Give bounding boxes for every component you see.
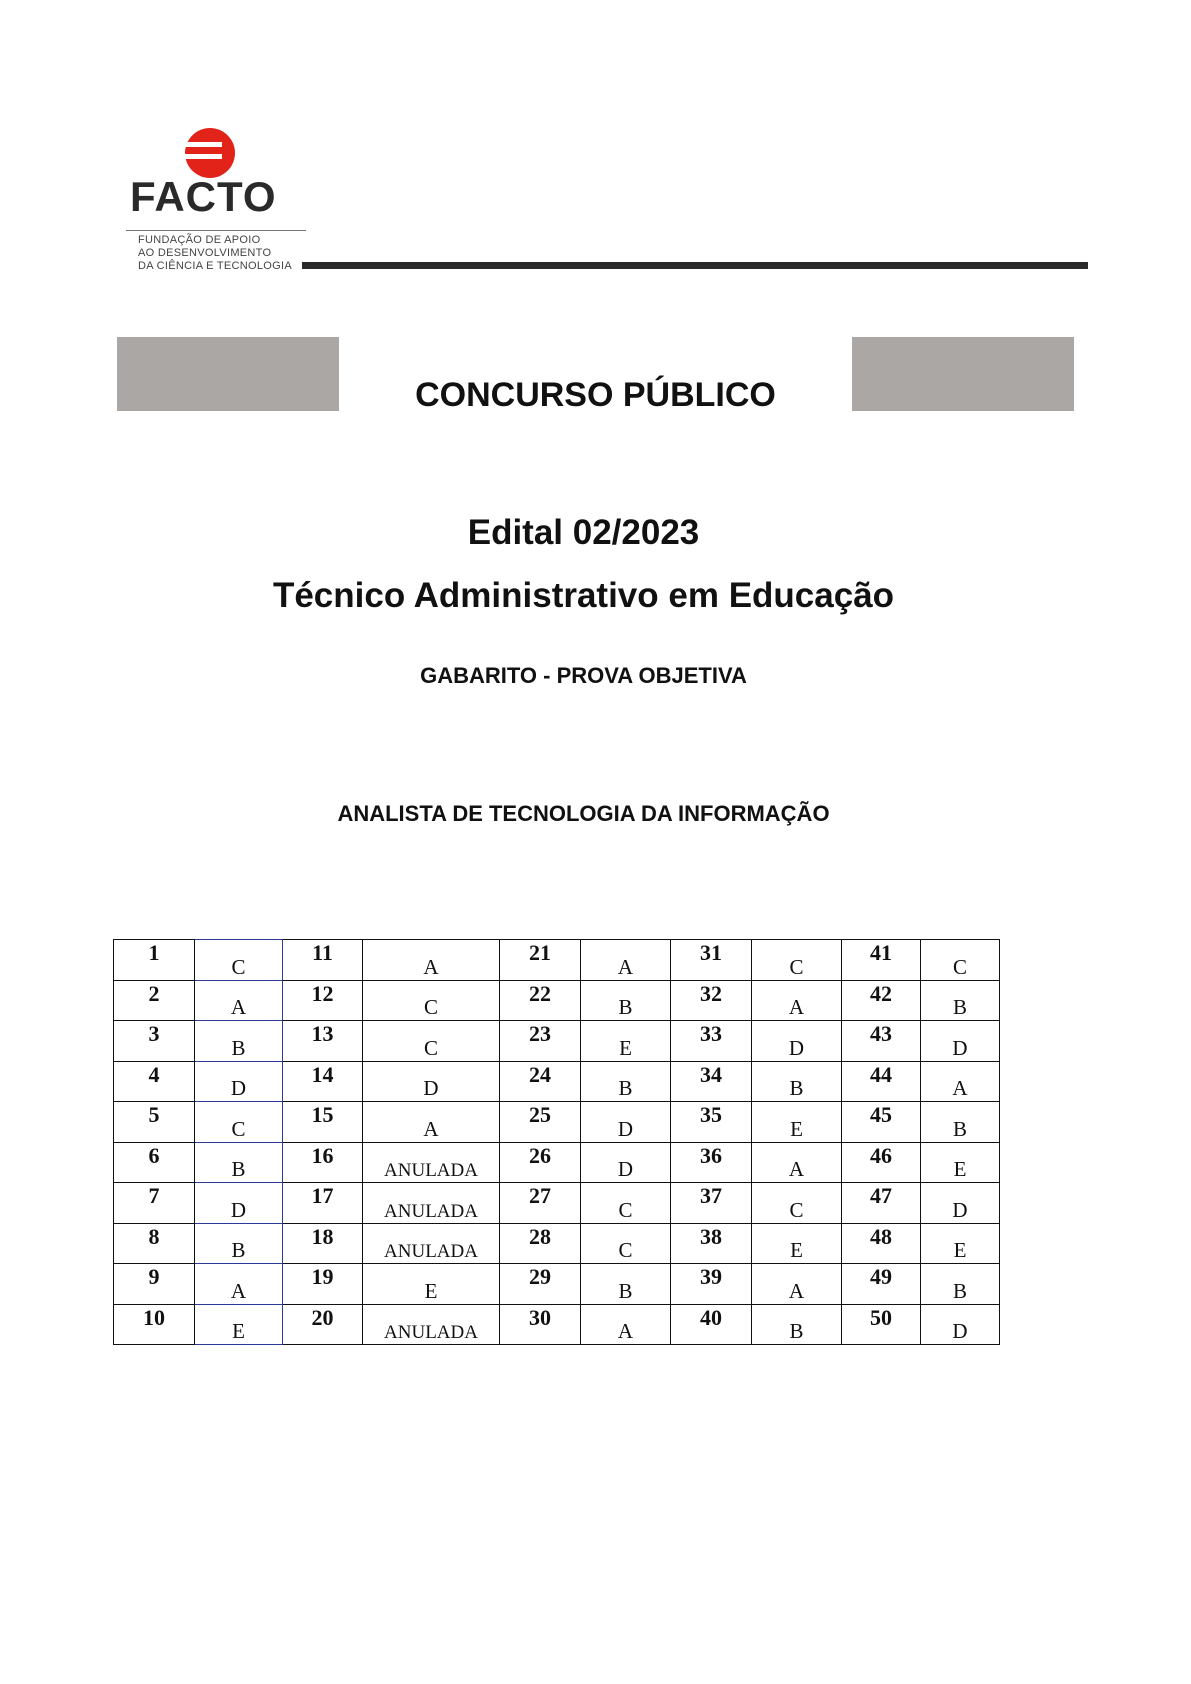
- answer-value: D: [195, 1183, 283, 1224]
- question-number: 19: [283, 1264, 363, 1305]
- answer-value: D: [752, 1021, 842, 1062]
- logo-subtitle-line: AO DESENVOLVIMENTO: [138, 247, 272, 259]
- answer-key-table: [113, 939, 1000, 1345]
- question-number: 18: [283, 1223, 363, 1264]
- question-number: 49: [842, 1264, 921, 1305]
- answer-value: E: [581, 1021, 671, 1062]
- logo-subtitle-line: DA CIÊNCIA E TECNOLOGIA: [138, 260, 293, 272]
- question-number: 47: [842, 1183, 921, 1224]
- page-title: CONCURSO PÚBLICO: [415, 376, 776, 414]
- question-number: 11: [283, 940, 363, 981]
- answer-value: A: [195, 1264, 283, 1305]
- answer-value: C: [581, 1223, 671, 1264]
- question-number: 8: [114, 1223, 195, 1264]
- answer-value: D: [195, 1061, 283, 1102]
- question-number: 16: [283, 1142, 363, 1183]
- answer-value: C: [581, 1183, 671, 1224]
- answer-value: B: [581, 1264, 671, 1305]
- question-number: 29: [500, 1264, 581, 1305]
- question-number: 34: [671, 1061, 752, 1102]
- question-number: 7: [114, 1183, 195, 1224]
- question-number: 1: [114, 940, 195, 981]
- answer-value: C: [195, 1102, 283, 1143]
- question-number: 17: [283, 1183, 363, 1224]
- question-number: 20: [283, 1304, 363, 1345]
- answer-value: ANULADA: [363, 1183, 500, 1224]
- table-row: [114, 1304, 1000, 1345]
- question-number: 46: [842, 1142, 921, 1183]
- logo-subtitle-line: FUNDAÇÃO DE APOIO: [138, 234, 261, 246]
- answer-value: ANULADA: [363, 1223, 500, 1264]
- question-number: 6: [114, 1142, 195, 1183]
- question-number: 25: [500, 1102, 581, 1143]
- answer-value: A: [581, 1304, 671, 1345]
- table-row: [114, 1183, 1000, 1224]
- question-number: 24: [500, 1061, 581, 1102]
- answer-value: C: [195, 940, 283, 981]
- answer-value: D: [921, 1021, 1000, 1062]
- logo-divider: [126, 230, 306, 231]
- question-number: 41: [842, 940, 921, 981]
- answer-value: B: [195, 1223, 283, 1264]
- question-number: 9: [114, 1264, 195, 1305]
- question-number: 48: [842, 1223, 921, 1264]
- question-number: 37: [671, 1183, 752, 1224]
- answer-value: B: [921, 1102, 1000, 1143]
- question-number: 38: [671, 1223, 752, 1264]
- edital-number: Edital 02/2023: [467, 513, 700, 552]
- question-number: 10: [114, 1304, 195, 1345]
- answer-value: B: [195, 1142, 283, 1183]
- answer-value: B: [752, 1061, 842, 1102]
- answer-value: E: [752, 1223, 842, 1264]
- answer-value: B: [581, 1061, 671, 1102]
- answer-value: C: [363, 980, 500, 1021]
- question-number: 21: [500, 940, 581, 981]
- question-number: 4: [114, 1061, 195, 1102]
- facto-logo-icon: [178, 126, 242, 180]
- table-row: [114, 980, 1000, 1021]
- question-number: 23: [500, 1021, 581, 1062]
- question-number: 28: [500, 1223, 581, 1264]
- answer-value: B: [752, 1304, 842, 1345]
- question-number: 39: [671, 1264, 752, 1305]
- question-number: 44: [842, 1061, 921, 1102]
- answer-value: A: [752, 1142, 842, 1183]
- question-number: 27: [500, 1183, 581, 1224]
- table-row: [114, 940, 1000, 981]
- answer-value: E: [752, 1102, 842, 1143]
- logo-wordmark: FACTO: [130, 173, 277, 220]
- table-row: [114, 1102, 1000, 1143]
- answer-value: B: [195, 1021, 283, 1062]
- question-number: 50: [842, 1304, 921, 1345]
- answer-value: A: [581, 940, 671, 981]
- answer-value: D: [363, 1061, 500, 1102]
- answer-value: A: [363, 940, 500, 981]
- answer-key-title: GABARITO - PROVA OBJETIVA: [420, 663, 747, 688]
- header-divider: [302, 262, 1088, 269]
- question-number: 26: [500, 1142, 581, 1183]
- answer-value: C: [752, 1183, 842, 1224]
- table-row: [114, 1061, 1000, 1102]
- answer-value: A: [363, 1102, 500, 1143]
- answer-value: B: [921, 980, 1000, 1021]
- facto-logo: [118, 118, 318, 278]
- answer-value: D: [581, 1142, 671, 1183]
- question-number: 13: [283, 1021, 363, 1062]
- table-row: [114, 1223, 1000, 1264]
- table-row: [114, 1021, 1000, 1062]
- answer-value: E: [363, 1264, 500, 1305]
- answer-value: C: [363, 1021, 500, 1062]
- answer-value: A: [195, 980, 283, 1021]
- position-name: ANALISTA DE TECNOLOGIA DA INFORMAÇÃO: [337, 801, 830, 826]
- question-number: 31: [671, 940, 752, 981]
- question-number: 33: [671, 1021, 752, 1062]
- question-number: 5: [114, 1102, 195, 1143]
- question-number: 42: [842, 980, 921, 1021]
- answer-value: A: [752, 980, 842, 1021]
- answer-value: ANULADA: [363, 1142, 500, 1183]
- table-row: [114, 1142, 1000, 1183]
- answer-value: ANULADA: [363, 1304, 500, 1345]
- question-number: 35: [671, 1102, 752, 1143]
- table-row: [114, 1264, 1000, 1305]
- question-number: 36: [671, 1142, 752, 1183]
- answer-value: E: [195, 1304, 283, 1345]
- answer-value: B: [581, 980, 671, 1021]
- question-number: 12: [283, 980, 363, 1021]
- question-number: 40: [671, 1304, 752, 1345]
- logo-subtitle: [138, 234, 292, 273]
- question-number: 43: [842, 1021, 921, 1062]
- answer-value: D: [921, 1183, 1000, 1224]
- answer-value: D: [921, 1304, 1000, 1345]
- answer-value: C: [921, 940, 1000, 981]
- answer-value: E: [921, 1142, 1000, 1183]
- answer-value: E: [921, 1223, 1000, 1264]
- question-number: 3: [114, 1021, 195, 1062]
- answer-value: A: [752, 1264, 842, 1305]
- answer-value: C: [752, 940, 842, 981]
- question-number: 30: [500, 1304, 581, 1345]
- question-number: 45: [842, 1102, 921, 1143]
- question-number: 14: [283, 1061, 363, 1102]
- position-category: Técnico Administrativo em Educação: [272, 576, 895, 615]
- question-number: 22: [500, 980, 581, 1021]
- answer-value: A: [921, 1061, 1000, 1102]
- answer-value: B: [921, 1264, 1000, 1305]
- question-number: 2: [114, 980, 195, 1021]
- question-number: 15: [283, 1102, 363, 1143]
- answer-value: D: [581, 1102, 671, 1143]
- question-number: 32: [671, 980, 752, 1021]
